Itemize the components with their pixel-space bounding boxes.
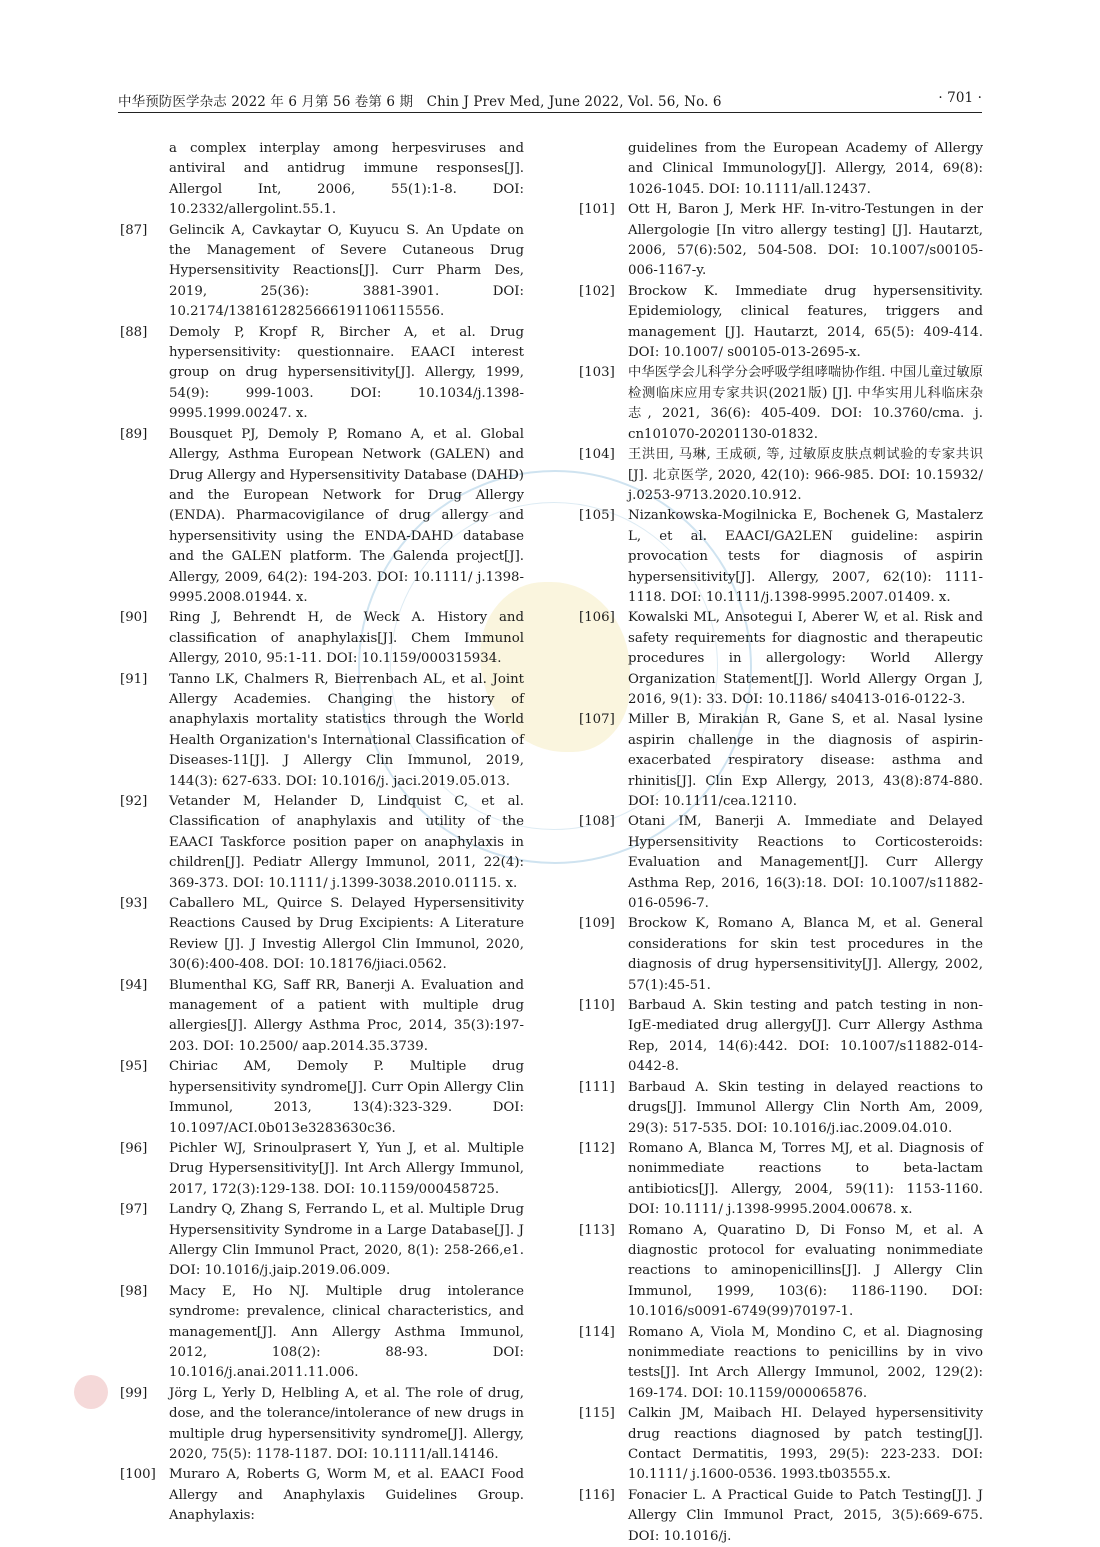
reference-entry bbox=[120, 894, 524, 976]
reference-entry bbox=[579, 1221, 983, 1323]
reference-number: [112] bbox=[579, 1140, 615, 1156]
reference-text: Tanno LK, Chalmers R, Bierrenbach AL, et al. Joint Allergy Academies. Changing the history of anaphylaxis mortality statistics through the World Health Organization's International Classification of Diseases-11[J]. J Allergy Clin Immunol, 2019, 144(3): 627-633. DOI: 10.1016/j. jaci.2019.05.013. bbox=[169, 671, 524, 789]
reference-number bbox=[120, 139, 169, 221]
reference-text: Ott H, Baron J, Merk HF. In-vitro-Testungen in der Allergologie [In vitro allergy testing] [J]. Hautarzt, 2006, 57(6):502, 504-508. DOI: 10.1007/s00105-006-1167-y. bbox=[628, 202, 983, 279]
reference-number: [110] bbox=[579, 998, 615, 1014]
reference-number: [90] bbox=[120, 610, 148, 626]
reference-entry bbox=[579, 1323, 983, 1405]
reference-number: [96] bbox=[120, 1140, 148, 1156]
reference-entry bbox=[120, 323, 524, 425]
references-right-column bbox=[579, 139, 983, 1547]
reference-entry bbox=[579, 608, 983, 710]
reference-number bbox=[579, 139, 628, 200]
reference-text: Jörg L, Yerly D, Helbling A, et al. The role of drug, dose, and the tolerance/intolerance of new drugs in multiple drug hypersensitivity syndrome[J]. Allergy, 2020, 75(5): 1178-1187. DOI: 10.1111/all.14146. bbox=[169, 1385, 524, 1462]
reference-text: Otani IM, Banerji A. Immediate and Delayed Hypersensitivity Reactions to Corticosteroids: Evaluation and Management[J]. Curr Allergy Asthma Rep, 2016, 16(3):18. DOI: 10.1007/s11882-016-0596-7. bbox=[628, 814, 983, 912]
reference-text: 中华医学会儿科学分会呼吸学组哮喘协作组. 中国儿童过敏原检测临床应用专家共识(2021版) [J]. 中华实用儿科临床杂志, 2021, 36(6): 405-409. DOI: 10.3760/cma. j. cn101070-20201130-01832. bbox=[628, 365, 983, 442]
reference-number: [104] bbox=[579, 447, 615, 463]
reference-entry bbox=[579, 996, 983, 1078]
reference-text: Miller B, Mirakian R, Gane S, et al. Nasal lysine aspirin challenge in the diagnosis of aspirin-exacerbated respiratory disease: asthma and rhinitis[J]. Clin Exp Allergy, 2013, 43(8):874-880. DOI: 10.1111/cea.12110. bbox=[628, 712, 983, 809]
running-header bbox=[118, 88, 982, 113]
reference-text: Ring J, Behrendt H, de Weck A. History and classification of anaphylaxis[J]. Chem Immunol Allergy, 2010, 95:1-11. DOI: 10.1159/000315934. bbox=[169, 610, 524, 667]
reference-text: Pichler WJ, Srinoulprasert Y, Yun J, et al. Multiple Drug Hypersensitivity[J]. Int Arch Allergy Immunol, 2017, 172(3):129-138. DOI: 10.1159/000458725. bbox=[169, 1140, 524, 1197]
reference-number: [93] bbox=[120, 896, 148, 912]
reference-number: [100] bbox=[120, 1467, 156, 1483]
reference-text: Chiriac AM, Demoly P. Multiple drug hypersensitivity syndrome[J]. Curr Opin Allergy Clin Immunol, 2013, 13(4):323-329. DOI: 10.1097/ACI.0b013e3283630c36. bbox=[169, 1059, 524, 1136]
reference-number: [113] bbox=[579, 1222, 615, 1238]
reference-number: [101] bbox=[579, 202, 615, 218]
reference-text: Romano A, Blanca M, Torres MJ, et al. Diagnosis of nonimmediate reactions to beta-lactam antibiotics[J]. Allergy, 2004, 59(11): 1153-1160. DOI: 10.1111/ j.1398-9995.2004.00678. x. bbox=[628, 1140, 983, 1218]
reference-number: [92] bbox=[120, 794, 148, 809]
page-number: · 701 · bbox=[938, 90, 982, 106]
reference-entry bbox=[120, 670, 524, 792]
reference-text: guidelines from the European Academy of Allergy and Clinical Immunology[J]. Allergy, 2014, 69(8): 1026-1045. DOI: 10.1111/all.12437. bbox=[628, 141, 983, 197]
journal-citation: 中华预防医学杂志 2022 年 6 月第 56 卷第 6 期 Chin J Prev Med, June 2022, Vol. 56, No. 6 bbox=[118, 94, 722, 110]
reference-text: Bousquet PJ, Demoly P, Romano A, et al. Global Allergy, Asthma European Network (GALEN) and Drug Allergy and Hypersensitivity Database (DAHD) and the European Network for Drug Allergy (ENDA). Pharmacovigilance of drug allergy and hypersensitivity using the ENDA-DAHD database and the GALEN platform. The Galenda project[J]. Allergy, 2009, 64(2): 194-203. DOI: 10.1111/ j.1398-9995.2008.01944. x. bbox=[169, 426, 524, 605]
reference-text: Macy E, Ho NJ. Multiple drug intolerance syndrome: prevalence, clinical characteristics, and management[J]. Ann Allergy Asthma Immunol, 2012, 108(2): 88-93. DOI: 10.1016/j.anai.2011.11.006. bbox=[169, 1283, 524, 1381]
reference-text: Demoly P, Kropf R, Bircher A, et al. Drug hypersensitivity: questionnaire. EAACI interest group on drug hypersensitivity[J]. Allergy, 1999, 54(9): 999-1003. DOI: 10.1034/j.1398-9995.1999.00247. x. bbox=[169, 324, 524, 422]
reference-entry bbox=[120, 792, 524, 894]
reference-entry bbox=[579, 812, 983, 914]
reference-entry bbox=[579, 363, 983, 445]
reference-number: [106] bbox=[579, 610, 615, 626]
reference-number: [102] bbox=[579, 283, 615, 299]
reference-number: [116] bbox=[579, 1487, 615, 1503]
reference-entry bbox=[120, 1139, 524, 1200]
reference-entry bbox=[579, 710, 983, 812]
reference-text: Kowalski ML, Ansotegui I, Aberer W, et al. Risk and safety requirements for diagnostic and therapeutic procedures in allergology: World Allergy Organization Statement[J]. World Allergy Organ J, 2016, 9(1): 33. DOI: 10.1186/ s40413-016-0122-3. bbox=[628, 610, 983, 707]
reference-text: Romano A, Viola M, Mondino C, et al. Diagnosing nonimmediate reactions to penicillins by in vivo tests[J]. Int Arch Allergy Immunol, 2002, 129(2): 169-174. DOI: 10.1159/000065876. bbox=[628, 1324, 983, 1401]
reference-number: [109] bbox=[579, 916, 615, 932]
reference-text: Barbaud A. Skin testing and patch testing in non-IgE-mediated drug allergy[J]. Curr Allergy Asthma Rep, 2014, 14(6):442. DOI: 10.1007/s11882-014-0442-8. bbox=[628, 998, 983, 1075]
reference-text: Brockow K, Romano A, Blanca M, et al. General considerations for skin test procedures in the diagnosis of drug hypersensitivity[J]. Allergy, 2002, 57(1):45-51. bbox=[628, 916, 983, 993]
reference-text: Fonacier L. A Practical Guide to Patch Testing[J]. J Allergy Clin Immunol Pract, 2015, 3(5):669-675. DOI: 10.1016/j. bbox=[628, 1487, 983, 1544]
references-left-column bbox=[120, 139, 524, 1527]
reference-number: [114] bbox=[579, 1324, 615, 1340]
reference-text: Muraro A, Roberts G, Worm M, et al. EAACI Food Allergy and Anaphylaxis Guidelines Group. Anaphylaxis: bbox=[169, 1467, 524, 1524]
reference-number: [95] bbox=[120, 1059, 148, 1075]
reference-number: [99] bbox=[120, 1385, 148, 1401]
reference-text: Landry Q, Zhang S, Ferrando L, et al. Multiple Drug Hypersensitivity Syndrome in a Large Database[J]. J Allergy Clin Immunol Pract, 2020, 8(1): 258-266,e1. DOI: 10.1016/j.jaip.2019.06.009. bbox=[169, 1202, 524, 1279]
reference-number: [105] bbox=[579, 508, 615, 524]
reference-entry bbox=[579, 1139, 983, 1221]
reference-entry bbox=[579, 506, 983, 608]
reference-text: Nizankowska-Mogilnicka E, Bochenek G, Mastalerz L, et al. EAACI/GA2LEN guideline: aspirin provocation tests for diagnosis of aspirin hypersensitivity[J]. Allergy, 2007, 62(10): 1111-1118. DOI: 10.1111/j.1398-9995.2007.01409. x. bbox=[628, 508, 983, 605]
reference-number: [107] bbox=[579, 712, 615, 728]
reference-text: Romano A, Quaratino D, Di Fonso M, et al. A diagnostic protocol for evaluating nonimmediate reactions to aminopenicillins[J]. J Allergy Clin Immunol, 1999, 103(6): 1186-1190. DOI: 10.1016/s0091-6749(99)70197-1. bbox=[628, 1222, 983, 1320]
reference-number: [89] bbox=[120, 426, 148, 442]
reference-entry bbox=[120, 976, 524, 1058]
reference-number: [103] bbox=[579, 365, 615, 381]
reference-entry bbox=[120, 1282, 524, 1384]
reference-text: Gelincik A, Cavkaytar O, Kuyucu S. An Update on the Management of Severe Cutaneous Drug Hypersensitivity Reactions[J]. Curr Pharm Des, 2019, 25(36): 3881-3901. DOI: 10.2174/1381612825666191106115556. bbox=[169, 222, 524, 320]
reference-text: Calkin JM, Maibach HI. Delayed hypersensitivity drug reactions diagnosed by patch testing[J]. Contact Dermatitis, 1993, 29(5): 223-233. DOI: 10.1111/ j.1600-0536. 1993.tb03555.x. bbox=[628, 1406, 983, 1483]
reference-entry bbox=[120, 139, 524, 221]
reference-entry bbox=[120, 221, 524, 323]
reference-entry bbox=[120, 425, 524, 609]
reference-entry bbox=[120, 1384, 524, 1466]
reference-text: Vetander M, Helander D, Lindquist C, et al. Classification of anaphylaxis and utility of the EAACI Taskforce position paper on anaphylaxis in children[J]. Pediatr Allergy Immunol, 2011, 22(4): 369-373. DOI: 10.1111/ j.1399-3038.2010.01115. x. bbox=[169, 794, 524, 891]
reference-entry bbox=[120, 1200, 524, 1282]
reference-entry bbox=[579, 1404, 983, 1486]
reference-entry bbox=[579, 1078, 983, 1139]
reference-entry bbox=[579, 1486, 983, 1547]
reference-number: [108] bbox=[579, 814, 615, 830]
reference-entry bbox=[120, 1465, 524, 1526]
reference-number: [88] bbox=[120, 324, 148, 340]
reference-number: [111] bbox=[579, 1079, 615, 1095]
reference-entry bbox=[120, 608, 524, 669]
reference-text: 王洪田, 马琳, 王成硕, 等, 过敏原皮肤点刺试验的专家共识[J]. 北京医学, 2020, 42(10): 966-985. DOI: 10.15932/ j.0253-9713.2020.10.912. bbox=[628, 447, 983, 503]
reference-entry bbox=[579, 282, 983, 364]
reference-text: Caballero ML, Quirce S. Delayed Hypersensitivity Reactions Caused by Drug Excipients: A Literature Review [J]. J Investig Allergol Clin Immunol, 2020, 30(6):400-408. DOI: 10.18176/jiaci.0562. bbox=[169, 896, 524, 973]
reference-number: [97] bbox=[120, 1202, 148, 1218]
reference-entry bbox=[579, 200, 983, 282]
reference-entry bbox=[579, 139, 983, 200]
reference-number: [94] bbox=[120, 977, 148, 993]
reference-text: Barbaud A. Skin testing in delayed reactions to drugs[J]. Immunol Allergy Clin North Am, 2009, 29(3): 517-535. DOI: 10.1016/j.iac.2009.04.010. bbox=[628, 1079, 983, 1136]
reference-entry bbox=[579, 445, 983, 506]
reference-number: [115] bbox=[579, 1406, 615, 1422]
reference-text: Brockow K. Immediate drug hypersensitivity. Epidemiology, clinical features, triggers and management [J]. Hautarzt, 2014, 65(5): 409-414. DOI: 10.1007/ s00105-013-2695-x. bbox=[628, 283, 983, 361]
reference-text: a complex interplay among herpesviruses and antiviral and antidrug immune responses[J]. Allergol Int, 2006, 55(1):1-8. DOI: 10.2332/allergolint.55.1. bbox=[169, 141, 524, 218]
reference-number: [91] bbox=[120, 671, 148, 687]
reference-number: [98] bbox=[120, 1283, 148, 1299]
reference-entry bbox=[579, 914, 983, 996]
reference-text: Blumenthal KG, Saff RR, Banerji A. Evaluation and management of a patient with multiple drug allergies[J]. Allergy Asthma Proc, 2014, 35(3):197-203. DOI: 10.2500/ aap.2014.35.3739. bbox=[169, 977, 524, 1054]
reference-number: [87] bbox=[120, 222, 148, 238]
reference-entry bbox=[120, 1057, 524, 1139]
